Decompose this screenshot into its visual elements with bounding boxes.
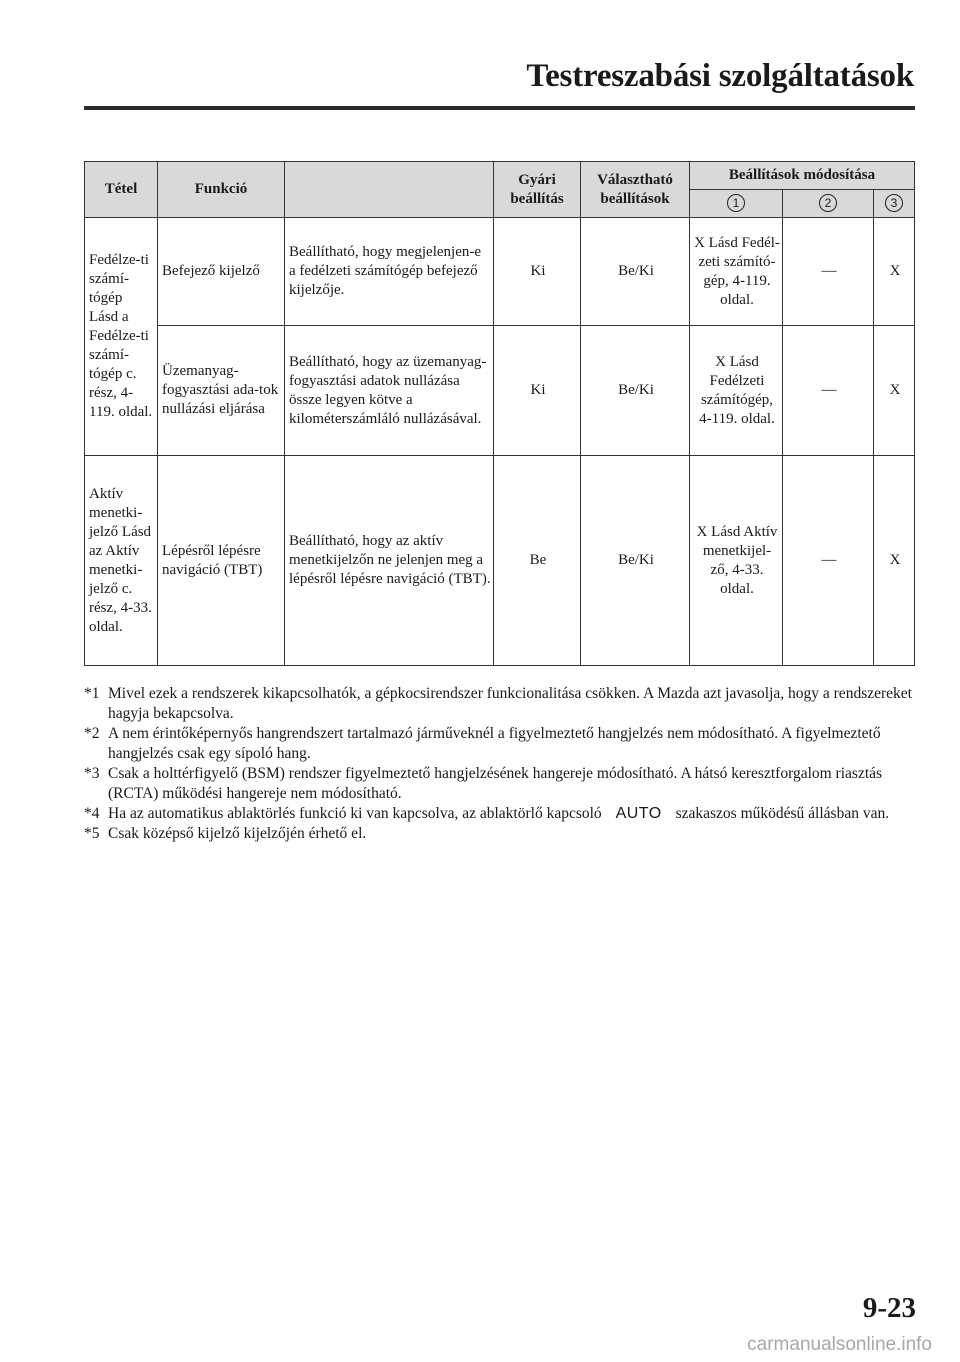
mod3-cell: X (874, 326, 915, 456)
footnote (84, 804, 916, 824)
circled-two-icon: 2 (819, 194, 837, 212)
col-header-mod3 (874, 190, 915, 218)
footnote (84, 824, 916, 844)
footnote (84, 764, 916, 804)
settings-table (84, 161, 915, 666)
col-header-function: Funkció (158, 162, 285, 218)
description-cell: Beállítható, hogy megjelenjen-e a fedélzeti számítógép befejező kijelzője. (285, 218, 494, 326)
footnote-text: Csak középső kijelző kijelzőjén érhető el. (108, 825, 367, 842)
mod2-cell: — (783, 456, 874, 666)
function-cell: Lépésről lépésre navigáció (TBT) (158, 456, 285, 666)
mod2-cell: — (783, 218, 874, 326)
factory-cell: Ki (494, 326, 581, 456)
footnotes (84, 684, 916, 844)
footnote (84, 684, 916, 724)
col-header-mod2 (783, 190, 874, 218)
mod1-cell: X Lásd Aktív menetkijel-ző, 4-33. oldal. (690, 456, 783, 666)
table-row (85, 326, 915, 456)
page-number: 9-23 (862, 1292, 916, 1324)
header-divider (84, 106, 915, 110)
col-header-modify: Beállítások módosítása (690, 162, 915, 190)
table-row (85, 456, 915, 666)
footnote-text-before: Ha az automatikus ablaktörlés funkció ki van kapcsolva, az ablaktörlő kapcsoló (108, 805, 602, 822)
factory-cell: Ki (494, 218, 581, 326)
page-title: Testreszabási szolgáltatások (526, 58, 914, 94)
col-header-description (285, 162, 494, 218)
col-header-factory: Gyári beállítás (494, 162, 581, 218)
mod1-cell: X Lásd Fedél-zeti számító-gép, 4-119. oldal. (690, 218, 783, 326)
function-cell: Befejező kijelző (158, 218, 285, 326)
selectable-cell: Be/Ki (581, 456, 690, 666)
mod2-cell: — (783, 326, 874, 456)
mod3-cell: X (874, 218, 915, 326)
item-cell: Fedélze-ti számí-tógép Lásd a Fedélze-ti számí-tógép c. rész, 4-119. oldal. (85, 218, 158, 456)
footnote (84, 724, 916, 764)
footnote-text-after: szakaszos működésű állásban van. (675, 805, 890, 822)
table-header-row (85, 162, 915, 190)
watermark: carmanualsonline.info (747, 1334, 932, 1355)
footnote-mark: *4 (84, 805, 100, 822)
footnote-mark: *1 (84, 685, 100, 702)
footnote-mark: *2 (84, 725, 100, 742)
col-header-mod1 (690, 190, 783, 218)
footnote-mark: *5 (84, 825, 100, 842)
function-cell: Üzemanyag-fogyasztási ada-tok nullázási eljárása (158, 326, 285, 456)
factory-cell: Be (494, 456, 581, 666)
description-cell: Beállítható, hogy az üzemanyag-fogyasztási adatok nullázása össze legyen kötve a kilométerszámláló nullázásával. (285, 326, 494, 456)
footnote-mark: *3 (84, 765, 100, 782)
mod1-cell: X Lásd Fedélzeti számítógép, 4-119. oldal. (690, 326, 783, 456)
footnote-text: Csak a holttérfigyelő (BSM) rendszer figyelmeztető hangjelzésének hangereje módosítható. A hátsó keresztforgalom riasztás (RCTA) működési hangereje nem módosítható. (108, 765, 883, 802)
selectable-cell: Be/Ki (581, 218, 690, 326)
circled-one-icon: 1 (727, 194, 745, 212)
footnote-text: Mivel ezek a rendszerek kikapcsolhatók, a gépkocsirendszer funkcionalitása csökken. A Mazda azt javasolja, hogy a rendszereket hagyja bekapcsolva. (108, 685, 912, 722)
table-row (85, 218, 915, 326)
mod3-cell: X (874, 456, 915, 666)
col-header-item: Tétel (85, 162, 158, 218)
footnote-text: A nem érintőképernyős hangrendszert tartalmazó járműveknél a figyelmeztető hangjelzés nem módosítható. A figyelmeztető hangjelzés csak egy sípoló hang. (108, 725, 881, 762)
item-cell: Aktív menetki-jelző Lásd az Aktív menetki-jelző c. rész, 4-33. oldal. (85, 456, 158, 666)
col-header-selectable: Választható beállítások (581, 162, 690, 218)
selectable-cell: Be/Ki (581, 326, 690, 456)
description-cell: Beállítható, hogy az aktív menetkijelzőn ne jelenjen meg a lépésről lépésre navigáció (TBT). (285, 456, 494, 666)
circled-three-icon: 3 (885, 194, 903, 212)
footnote-text (108, 804, 916, 824)
auto-switch-icon: AUTO (615, 805, 662, 822)
